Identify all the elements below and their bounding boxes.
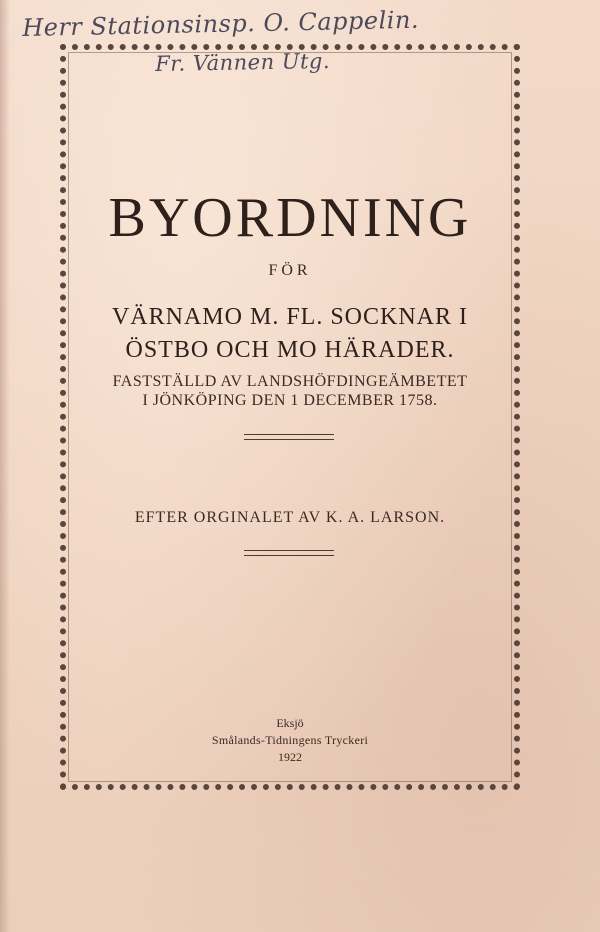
- handwritten-inscription-line-1: Herr Stationsinsp. O. Cappelin.: [22, 5, 420, 42]
- handwritten-inscription-line-2: Fr. Vännen Utg.: [155, 48, 331, 76]
- subheading-line-1: FASTSTÄLLD AV LANDSHÖFDINGEÄMBETET: [112, 373, 468, 390]
- page-edge-shadow: [0, 0, 10, 932]
- title-preposition: FÖR: [268, 262, 312, 279]
- decorative-border-inner: [68, 52, 512, 782]
- double-rule-divider: [244, 550, 334, 556]
- heading-line-2: ÖSTBO OCH MO HÄRADER.: [125, 337, 455, 363]
- heading-line-1: VÄRNAMO M. FL. SOCKNAR I: [111, 304, 469, 330]
- double-rule-divider: [244, 434, 334, 440]
- imprint-year: 1922: [278, 750, 302, 764]
- imprint-place: Eksjö: [276, 716, 304, 730]
- subheading-line-2: I JÖNKÖPING DEN 1 DECEMBER 1758.: [142, 392, 438, 409]
- page-title: BYORDNING: [108, 187, 472, 249]
- editor-credit: EFTER ORGINALET AV K. A. LARSON.: [134, 509, 446, 526]
- imprint-printer: Smålands-Tidningens Tryckeri: [211, 733, 369, 747]
